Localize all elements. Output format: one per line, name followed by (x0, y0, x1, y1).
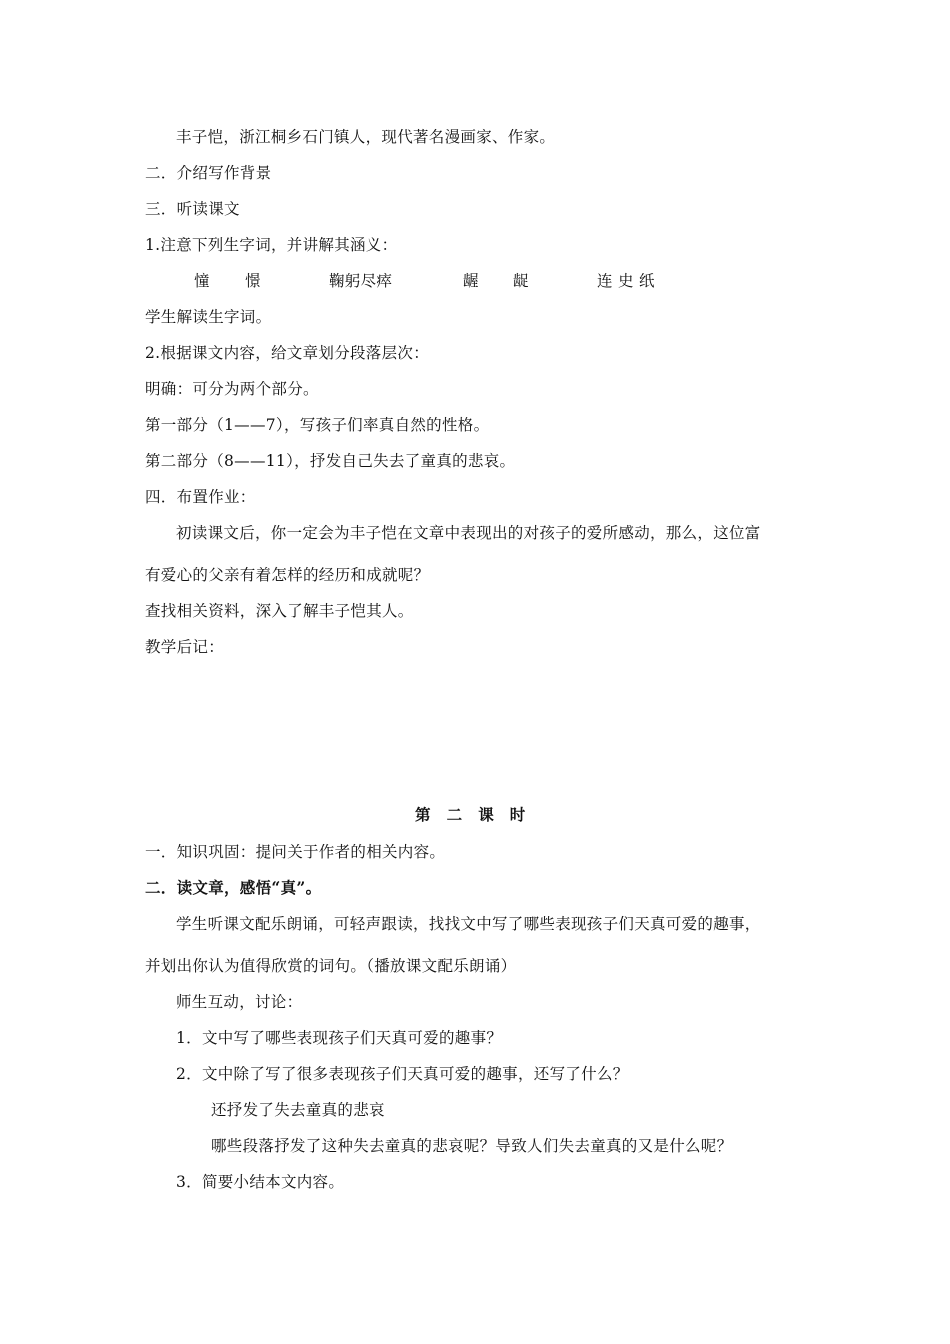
item-divide-paragraphs: 2.根据课文内容，给文章划分段落层次： (145, 344, 429, 362)
clarify-two-parts: 明确：可分为两个部分。 (145, 380, 319, 398)
listening-activity: 并划出你认为值得欣赏的词句。（播放课文配乐朗诵） (145, 957, 517, 975)
part-two: 第二部分（8——11），抒发自己失去了童真的悲哀。 (145, 452, 516, 470)
homework-text: 有爱心的父亲有着怎样的经历和成就呢？ (145, 566, 430, 584)
discussion-intro: 师生互动，讨论： (176, 993, 303, 1011)
question-two-answer: 还抒发了失去童真的悲哀 (211, 1101, 385, 1119)
section-homework: 四．布置作业： (145, 488, 256, 506)
vocab-word: 憧 (194, 272, 210, 290)
vocab-word: 鞠躬尽瘁 (329, 272, 393, 290)
students-read-words: 学生解读生字词。 (145, 308, 272, 326)
author-intro: 丰子恺，浙江桐乡石门镇人，现代著名漫画家、作家。 (176, 128, 556, 146)
vocabulary-list (0, 271, 950, 291)
section-knowledge-review: 一．知识巩固：提问关于作者的相关内容。 (145, 843, 446, 861)
question-three: 3．简要小结本文内容。 (176, 1173, 345, 1191)
lesson-two-heading: 第 二 课 时 (415, 805, 526, 824)
question-two: 2．文中除了写了很多表现孩子们天真可爱的趣事，还写了什么？ (176, 1065, 629, 1083)
vocab-word: 龊 (513, 272, 529, 290)
section-writing-background: 二．介绍写作背景 (145, 164, 272, 182)
item-vocabulary-instruction: 1.注意下列生字词，并讲解其涵义： (145, 236, 398, 254)
vocab-word: 憬 (245, 272, 261, 290)
homework-text: 初读课文后，你一定会为丰子恺在文章中表现出的对孩子的爱所感动，那么，这位富 (176, 524, 761, 542)
vocab-word: 连 史 纸 (597, 272, 655, 290)
part-one: 第一部分（1——7），写孩子们率真自然的性格。 (145, 416, 490, 434)
vocab-word: 龌 (463, 272, 479, 290)
section-listen-read: 三．听读课文 (145, 200, 240, 218)
question-one: 1．文中写了哪些表现孩子们天真可爱的趣事？ (176, 1029, 503, 1047)
question-two-followup: 哪些段落抒发了这种失去童真的悲哀呢？导致人们失去童真的又是什么呢？ (211, 1137, 733, 1155)
homework-text: 查找相关资料，深入了解丰子恺其人。 (145, 602, 414, 620)
listening-activity: 学生听课文配乐朗诵，可轻声跟读，找找文中写了哪些表现孩子们天真可爱的趣事， (176, 915, 761, 933)
section-read-article: 二．读文章，感悟“真”。 (145, 878, 322, 897)
teaching-afterword: 教学后记： (145, 638, 225, 656)
